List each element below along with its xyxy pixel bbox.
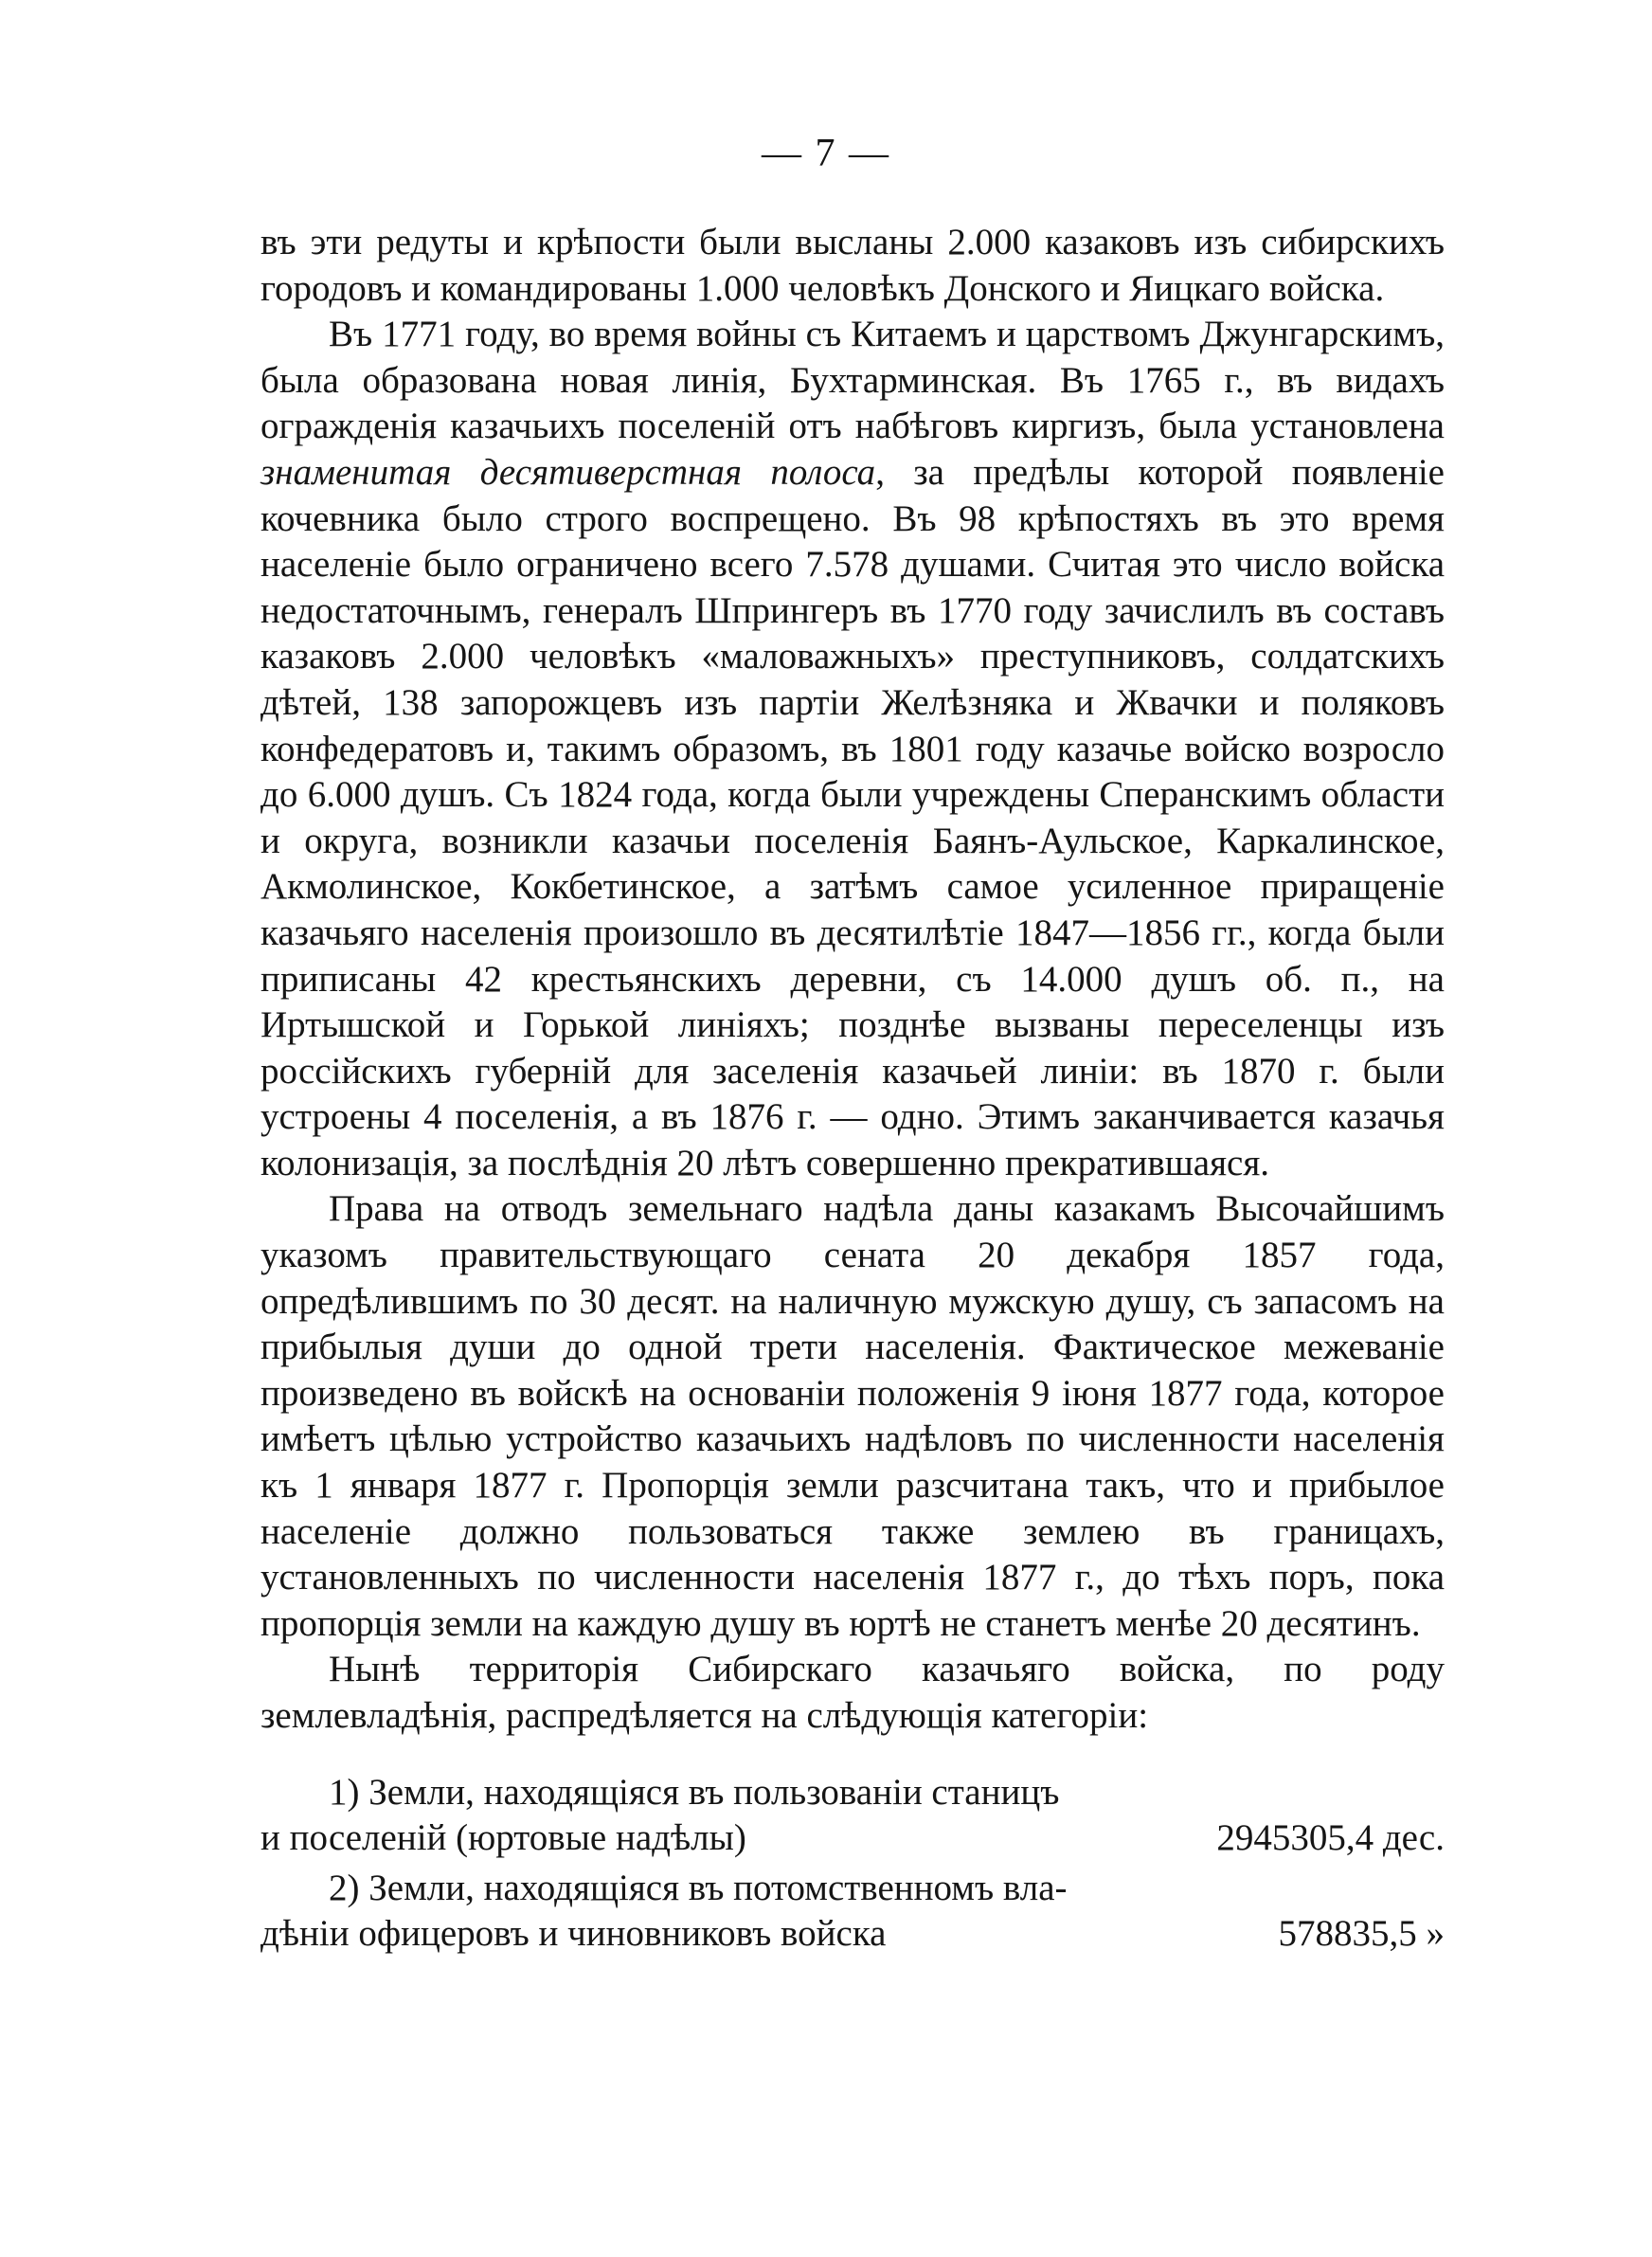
category-2-line1: 2) Земли, находящіяся въ потомственномъ вла- (329, 1867, 1068, 1908)
body-text (260, 220, 1445, 1961)
paragraph-1: въ эти редуты и крѣпости были высланы 2.000 казаковъ изъ сибирскихъ городовъ и командированы 1.000 человѣкъ Донского и Яицкаго войска. (260, 222, 1445, 309)
paragraph-3: Права на отводъ земельнаго надѣла даны казакамъ Высочайшимъ указомъ правительствующаго сената 20 декабря 1857 года, опредѣлившимъ по 30 десят. на наличную мужскую душу, съ запасомъ на прибылыя души до одной трети населенія. Фактическое межеваніе произведено въ войскѣ на основаніи положенія 9 іюня 1877 года, которое имѣетъ цѣлью устройство казачьихъ надѣловъ по численности населенія къ 1 января 1877 г. Пропорція земли разсчитана такъ, что и прибылое населеніе должно пользоваться также землею въ границахъ, установленныхъ по численности населенія 1877 г., до тѣхъ поръ, пока пропорція земли на каждую душу въ юртѣ не станетъ менѣе 20 десятинъ. (260, 1188, 1445, 1644)
category-1-amount: 2945305,4 дес. (1216, 1817, 1445, 1859)
paragraph-2-text-before: Въ 1771 году, во время войны съ Китаемъ и царствомъ Джунгарскимъ, была образована новая линія, Бухтарминская. Въ 1765 г., въ видахъ огражденія казачьихъ поселеній отъ набѣговъ киргизъ, была установлена (260, 314, 1445, 447)
list-item (260, 1866, 1445, 1958)
emphasis-ten-verst-strip: знаменитая десятиверстная полоса (260, 451, 876, 493)
paragraph-2 (260, 312, 1445, 1186)
category-1-line2: и поселеній (юртовые надѣлы) (260, 1817, 746, 1859)
category-2-amount: 578835,5 » (1278, 1913, 1445, 1955)
page-number: — 7 — (762, 132, 890, 175)
category-1-line2-row (260, 1815, 1445, 1862)
category-list (260, 1770, 1445, 1958)
category-1-line1: 1) Земли, находящіяся въ пользованіи станицъ (329, 1771, 1060, 1813)
paragraph-4: Нынѣ территорія Сибирскаго казачьяго войска, по роду землевладѣнія, распредѣляется на слѣдующія категоріи: (260, 1649, 1445, 1736)
paragraph-2-text-after: , за предѣлы которой появленіе кочевника было строго воспрещено. Въ 98 крѣпостяхъ въ это время населеніе было ограничено всего 7.578 душами. Считая это число войска недостаточнымъ, генералъ Шпрингеръ въ 1770 году зачислилъ въ составъ казаковъ 2.000 человѣкъ «маловажныхъ» преступниковъ, солдатскихъ дѣтей, 138 запорожцевъ изъ партіи Желѣзняка и Жвачки и поляковъ конфедератовъ и, такимъ образомъ, въ 1801 году казачье войско возросло до 6.000 душъ. Съ 1824 года, когда были учреждены Сперанскимъ области и округа, возникли казачьи поселенія Баянъ-Аульское, Каркалинское, Акмолинское, Кокбетинское, а затѣмъ самое усиленное приращеніе казачьяго населенія произошло въ десятилѣтіе 1847—1856 гг., когда были приписаны 42 крестьянскихъ деревни, съ 14.000 душъ об. п., на Иртышской и Горькой линіяхъ; позднѣе вызваны переселенцы изъ россійскихъ губерній для заселенія казачьей линіи: въ 1870 г. были устроены 4 поселенія, а въ 1876 г. — одно. Этимъ заканчивается казачья колонизація, за послѣднія 20 лѣтъ совершенно прекратившаяся. (260, 451, 1445, 1183)
category-2-line2-row (260, 1911, 1445, 1958)
list-item (260, 1770, 1445, 1862)
category-2-line2: дѣніи офицеровъ и чиновниковъ войска (260, 1913, 887, 1955)
